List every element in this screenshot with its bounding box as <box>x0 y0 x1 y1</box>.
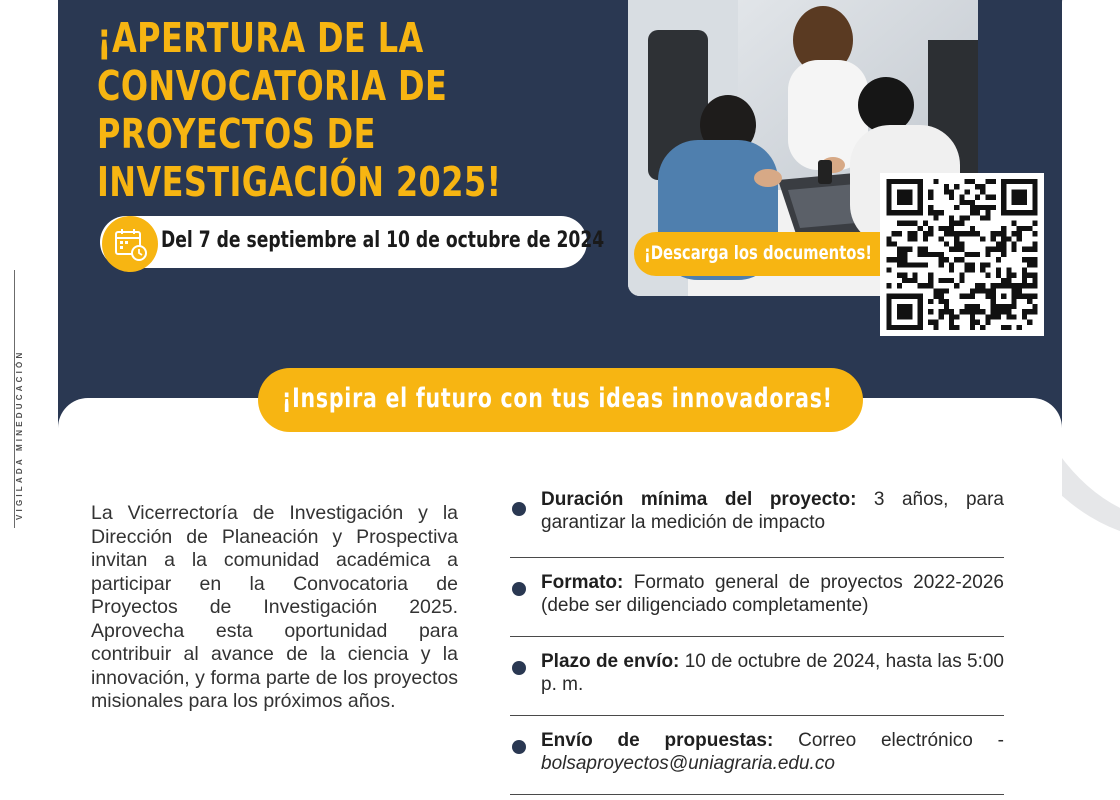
submission-email[interactable]: bolsaproyectos@uniagraria.edu.co <box>541 752 835 774</box>
requirement-submission <box>510 716 1004 795</box>
bullet-icon <box>512 582 526 596</box>
date-range: Del 7 de septiembre al 10 de octubre de 2024 <box>161 228 605 253</box>
download-label[interactable]: ¡Descarga los documentos! <box>644 242 873 264</box>
requirement-format <box>510 558 1004 637</box>
requirement-text: Correo electrónico - <box>773 729 1005 751</box>
requirement-deadline <box>510 637 1004 716</box>
vigilada-label: VIGILADA MINEDUCACIÓN <box>15 349 24 520</box>
page-title: ¡APERTURA DE LA CONVOCATORIA DE PROYECTOS DE INVESTIGACIÓN 2025! <box>97 14 502 206</box>
requirements-list <box>510 486 1004 795</box>
requirement-label: Duración mínima del proyecto: <box>541 489 857 510</box>
calendar-clock-icon <box>102 216 158 272</box>
intro-paragraph: La Vicerrectoría de Investigación y la Dirección de Planeación y Prospectiva invitan a la comunidad académica a participar en la Convocatoria de Proyectos de Investigación 2025. Aprovecha esta oportunidad para contribuir al avance de la ciencia y la innovación, y forma parte de los proyectos misionales para los próximos años. <box>91 502 458 712</box>
requirement-duration <box>510 486 1004 558</box>
requirement-text: Formato general de proyectos 2022-2026 (debe ser diligenciado completamente) <box>541 571 1004 616</box>
bullet-icon <box>512 661 526 675</box>
requirement-label: Formato: <box>541 571 624 593</box>
tagline-text: ¡Inspira el futuro con tus ideas innovadoras! <box>282 383 833 414</box>
requirement-label: Envío de propuestas: <box>541 729 774 751</box>
bullet-icon <box>512 502 526 516</box>
requirement-text: 10 de octubre de 2024, hasta las 5:00 p. m. <box>541 650 1004 695</box>
requirement-text: 3 años, para garantizar la medición de impacto <box>541 489 1004 533</box>
bullet-icon <box>512 740 526 754</box>
requirement-label: Plazo de envío: <box>541 650 680 672</box>
qr-code[interactable] <box>880 173 1044 336</box>
